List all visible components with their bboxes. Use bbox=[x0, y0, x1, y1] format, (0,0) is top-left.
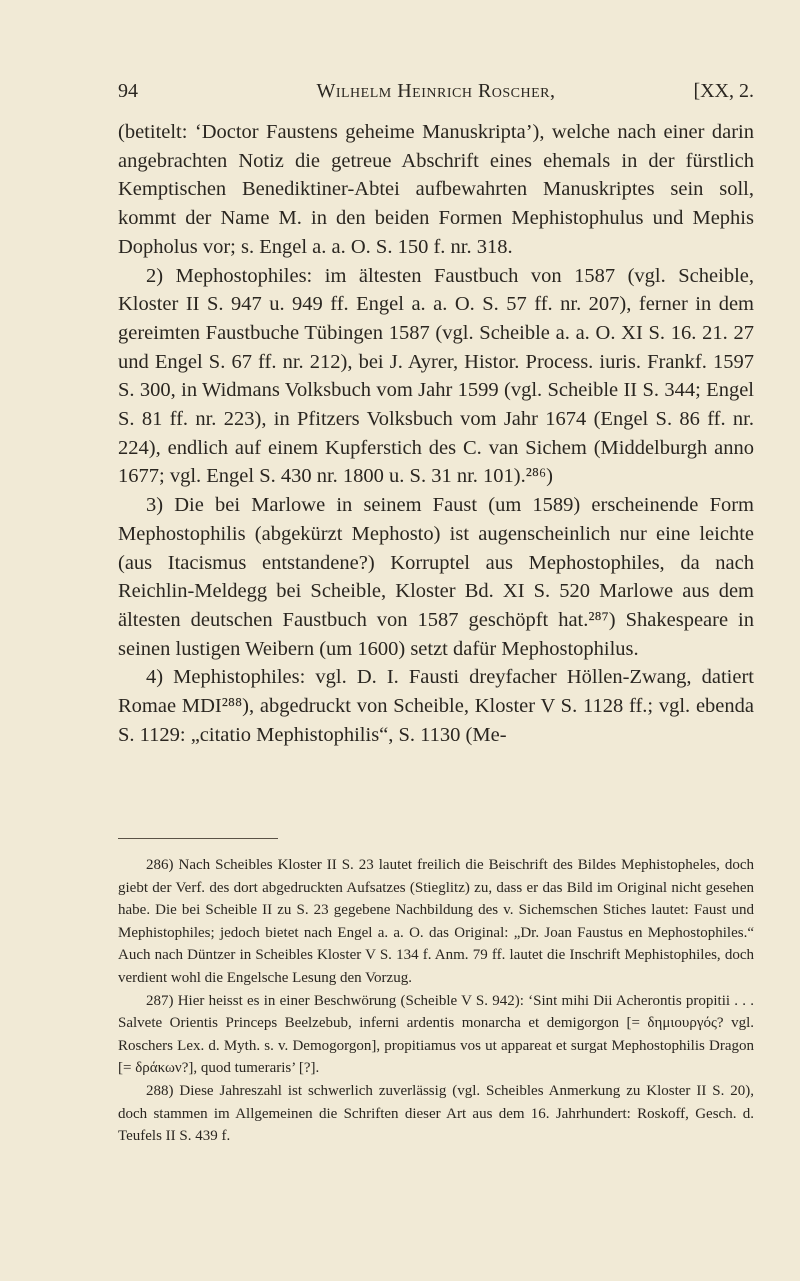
page-number: 94 bbox=[118, 80, 138, 102]
footnote: 287) Hier heisst es in einer Beschwörung (Scheible V S. 942): ‘Sint mihi Dii Acherontis propitii . . . Salvete Orientis Princeps Beelzebub, inferni ardentis monarcha et demigorgon [= δημιουργός? vgl. Roschers Lex. d. Myth. s. v. Demogorgon], propitiamus vos ut appareat et surgat Mephostophilis Dragon [= δράκων?], quod tumeraris’ [?]. bbox=[118, 992, 754, 1077]
page-header bbox=[118, 80, 754, 110]
paragraph: 2) Mephostophiles: im ältesten Faustbuch von 1587 (vgl. Scheible, Kloster II S. 947 u. 949 ff. Engel a. a. O. S. 57 ff. nr. 207), ferner in dem gereimten Faustbuche Tübingen 1587 (vgl. Scheible a. a. O. XI S. 16. 21. 27 und Engel S. 67 ff. nr. 212), bei J. Ayrer, Histor. Process. iuris. Frankf. 1597 S. 300, in Widmans Volksbuch vom Jahr 1599 (vgl. Scheible II S. 344; Engel S. 81 ff. nr. 223), in Pfitzers Volksbuch vom Jahr 1674 (Engel S. 86 ff. nr. 224), endlich auf einem Kupferstich des C. van Sichem (Middelburgh anno 1677; vgl. Engel S. 430 nr. 1800 u. S. 31 nr. 101).²⁸⁶) bbox=[118, 264, 754, 488]
paragraph: 4) Mephistophiles: vgl. D. I. Fausti dreyfacher Höllen-Zwang, datiert Romae MDI²⁸⁸), abgedruckt von Scheible, Kloster V S. 1128 ff.; vgl. ebenda S. 1129: „citatio Mephistophilis“, S. 1130 (Me- bbox=[118, 666, 754, 746]
main-text bbox=[118, 118, 754, 749]
footnote-divider bbox=[118, 838, 278, 839]
footnote: 286) Nach Scheibles Kloster II S. 23 lautet freilich die Beischrift des Bildes Mephistopheles, doch giebt der Verf. des dort abgedruckten Aufsatzes (Stieglitz) zu, dass er das Bild im Original nicht gesehen habe. Die bei Scheible II zu S. 23 gegebene Nachbildung des v. Sichemschen Stiches lautet: Faust und Mephistophiles; jedoch bietet nach Engel a. a. O. das Original: „Dr. Joan Faustus en Mephostophiles.“ Auch nach Düntzer in Scheibles Kloster V S. 134 f. Anm. 79 ff. lautet die Inschrift Mephistophiles, doch verdient wohl die Engelsche Lesung den Vorzug. bbox=[118, 857, 754, 986]
paragraph: (betitelt: ‘Doctor Faustens geheime Manuskripta’), welche nach einer darin angebrachten Notiz die getreue Abschrift eines ehemals in der fürstlich Kemptischen Benediktiner-Abtei aufbewahrten Manuskriptes sein soll, kommt der Name M. in den beiden Formen Mephistophulus und Mephis Dopholus vor; s. Engel a. a. O. S. 150 f. nr. 318. bbox=[118, 121, 754, 258]
running-title: Wilhelm Heinrich Roscher, bbox=[316, 80, 556, 102]
footnotes bbox=[118, 854, 754, 1148]
section-reference: [XX, 2. bbox=[693, 80, 754, 102]
paragraph: 3) Die bei Marlowe in seinem Faust (um 1589) erscheinende Form Mephostophilis (abgekürzt Mephosto) ist augenscheinlich nur eine leichte (aus Itacismus entstandene?) Korruptel aus Mephostophiles, da nach Reichlin-Meldegg bei Scheible, Kloster Bd. XI S. 520 Marlowe aus dem ältesten deutschen Faustbuch von 1587 geschöpft hat.²⁸⁷) Shakespeare in seinen lustigen Weibern (um 1600) setzt dafür Mephostophilus. bbox=[118, 494, 754, 660]
footnote: 288) Diese Jahreszahl ist schwerlich zuverlässig (vgl. Scheibles Anmerkung zu Kloster II S. 20), doch stammen im Allgemeinen die Schriften dieser Art aus dem 16. Jahrhundert: Roskoff, Gesch. d. Teufels II S. 439 f. bbox=[118, 1082, 754, 1145]
